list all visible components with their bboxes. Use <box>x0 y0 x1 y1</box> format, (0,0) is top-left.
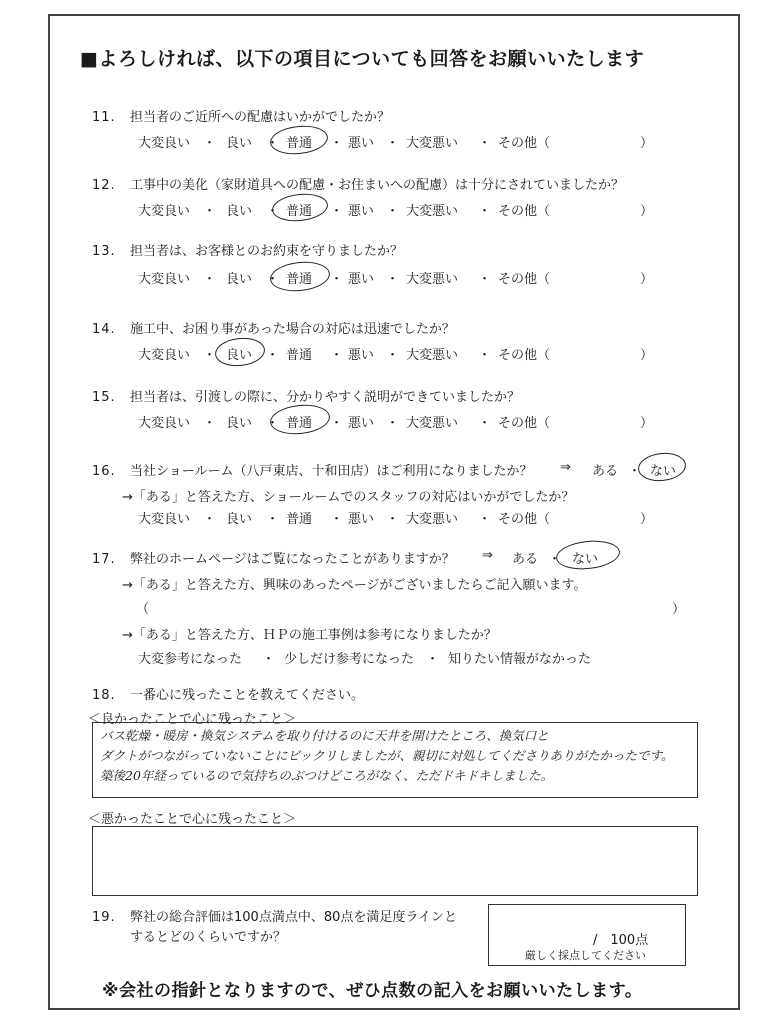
option-average[interactable]: 普通 <box>286 272 313 287</box>
option-average[interactable]: 普通 <box>286 416 313 431</box>
question-text: 一番心に残ったことを教えてください。 <box>130 688 365 703</box>
option-slightly-helpful[interactable]: 少しだけ参考になった <box>284 652 415 667</box>
good-memory-answer: バス乾燥・暖房・換気システムを取り付けるのに天井を開けたところ、換気口と ダクトがつながっていないことにビックリしましたが、親切に対処してくださりありがたかったです。 築後20年経っているので気持ちのぶつけどころがなく、ただドキドキしました。 <box>100 728 674 783</box>
question-13 <box>92 240 403 259</box>
question-19-line2: するとどのくらいですか？ <box>130 930 287 945</box>
option-good[interactable]: 良い <box>226 272 253 287</box>
bad-memory-box[interactable] <box>92 826 698 896</box>
question-14 <box>92 318 455 337</box>
bad-memory-answer <box>93 827 697 839</box>
footer-note: ※会社の指針となりますので、ぜひ点数の記入をお願いいたします。 <box>102 981 643 1001</box>
option-other[interactable]: その他（ <box>498 204 551 219</box>
question-number: 18. <box>92 688 116 703</box>
option-very-bad[interactable]: 大変悪い <box>406 348 459 363</box>
option-average[interactable]: 普通 <box>286 512 313 527</box>
score-box[interactable] <box>488 904 686 966</box>
question-text: 施工中、お困り事があった場合の対応は迅速でしたか？ <box>130 322 455 337</box>
option-other[interactable]: その他（ <box>498 348 551 363</box>
question-number: 17. <box>92 552 116 567</box>
score-note: 厳しく採点してください <box>525 949 646 962</box>
option-very-good[interactable]: 大変良い <box>138 136 191 151</box>
option-other[interactable]: その他（ <box>498 416 551 431</box>
option-bad[interactable]: 悪い <box>348 204 375 219</box>
option-very-good[interactable]: 大変良い <box>138 512 191 527</box>
option-other[interactable]: その他（ <box>498 272 551 287</box>
option-very-good[interactable]: 大変良い <box>138 272 191 287</box>
bad-memory-label: ＜悪かったことで心に残ったこと＞ <box>88 812 297 827</box>
question-17-followup-1: →「ある」と答えた方、興味のあったページがございましたらご記入願います。 <box>122 578 587 593</box>
option-not-helpful[interactable]: 知りたい情報がなかった <box>448 652 592 667</box>
good-memory-label: ＜良かったことで心に残ったこと＞ <box>88 712 297 727</box>
page-title: ■よろしければ、以下の項目についても回答をお願いいたします <box>80 48 645 70</box>
question-number: 11. <box>92 110 116 125</box>
option-good[interactable]: 良い <box>226 348 253 363</box>
question-18 <box>92 684 364 703</box>
option-very-bad[interactable]: 大変悪い <box>406 136 459 151</box>
question-number: 12. <box>92 178 116 193</box>
question-text: 担当者は、引渡しの際に、分かりやすく説明ができていましたか？ <box>130 390 521 405</box>
option-other[interactable]: その他（ <box>498 136 551 151</box>
option-good[interactable]: 良い <box>226 204 253 219</box>
option-very-good[interactable]: 大変良い <box>138 348 191 363</box>
option-bad[interactable]: 悪い <box>348 348 375 363</box>
option-very-good[interactable]: 大変良い <box>138 204 191 219</box>
score-suffix: / 100点 <box>593 933 649 948</box>
option-other[interactable]: その他（ <box>498 512 551 527</box>
question-number: 15. <box>92 390 116 405</box>
option-bad[interactable]: 悪い <box>348 136 375 151</box>
question-16 <box>92 460 532 479</box>
question-15 <box>92 386 520 405</box>
option-very-good[interactable]: 大変良い <box>138 416 191 431</box>
question-text: 工事中の美化（家財道具への配慮・お住まいへの配慮）は十分にされていましたか？ <box>130 178 625 193</box>
option-no[interactable]: ない <box>572 552 599 567</box>
question-11 <box>92 106 390 125</box>
option-yes[interactable]: ある <box>512 552 539 567</box>
option-good[interactable]: 良い <box>226 512 253 527</box>
question-text: 担当者のご近所への配慮はいかがでしたか？ <box>130 110 391 125</box>
option-bad[interactable]: 悪い <box>348 272 375 287</box>
option-very-bad[interactable]: 大変悪い <box>406 204 459 219</box>
option-average[interactable]: 普通 <box>286 348 313 363</box>
option-good[interactable]: 良い <box>226 416 253 431</box>
question-number: 16. <box>92 464 116 479</box>
question-17 <box>92 548 455 567</box>
arrow-icon: ⇒ <box>560 460 571 475</box>
arrow-icon: ⇒ <box>482 548 493 563</box>
option-bad[interactable]: 悪い <box>348 512 375 527</box>
option-average[interactable]: 普通 <box>286 136 313 151</box>
question-number: 14. <box>92 322 116 337</box>
option-bad[interactable]: 悪い <box>348 416 375 431</box>
option-very-bad[interactable]: 大変悪い <box>406 272 459 287</box>
option-average[interactable]: 普通 <box>286 204 313 219</box>
question-19 <box>92 906 457 925</box>
option-very-bad[interactable]: 大変悪い <box>406 512 459 527</box>
question-17-followup-2: →「ある」と答えた方、ＨＰの施工事例は参考になりましたか？ <box>122 628 497 643</box>
question-text: 弊社の総合評価は100点満点中、80点を満足度ラインと <box>130 910 457 925</box>
question-text: 担当者は、お客様とのお約束を守りましたか？ <box>130 244 404 259</box>
option-very-helpful[interactable]: 大変参考になった <box>138 652 243 667</box>
question-number: 19. <box>92 910 116 925</box>
question-text: 当社ショールーム（八戸東店、十和田店）はご利用になりましたか？ <box>130 464 533 479</box>
question-16-followup: →「ある」と答えた方、ショールームでのスタッフの対応はいかがでしたか？ <box>122 490 575 505</box>
question-12 <box>92 174 624 193</box>
question-text: 弊社のホームページはご覧になったことがありますか？ <box>130 552 455 567</box>
question-number: 13. <box>92 244 116 259</box>
option-yes[interactable]: ある <box>592 464 619 479</box>
option-no[interactable]: ない <box>650 464 677 479</box>
option-very-bad[interactable]: 大変悪い <box>406 416 459 431</box>
option-good[interactable]: 良い <box>226 136 253 151</box>
